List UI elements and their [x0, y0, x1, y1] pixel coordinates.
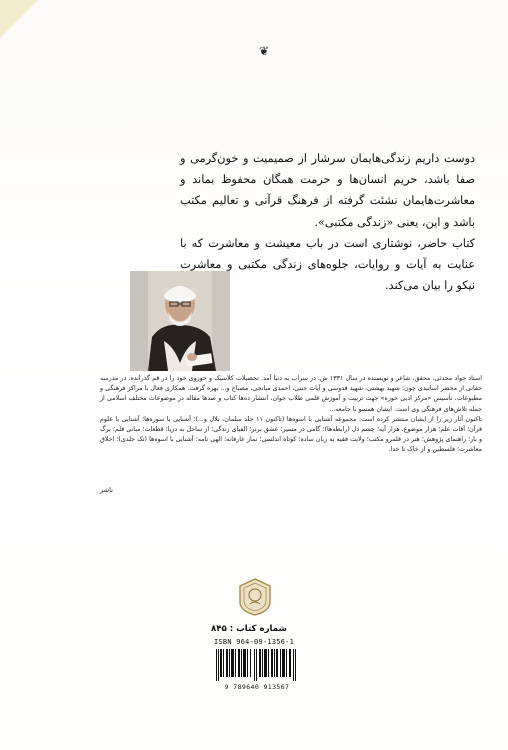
barcode-digits: 9 789640 913567 — [224, 683, 290, 691]
corner-fold — [0, 0, 38, 38]
ornament-icon: ❦ — [259, 44, 270, 58]
intro-paragraph-2: کتاب حاضر، نوشتاری است در باب معیشت و معاشرت که با عنایت به آیات و روایات، جلوه‌های زندگی مکتبی و معاشرت نیکو را بیان می‌کند. — [180, 236, 475, 293]
book-number: شماره کتاب : ۸۴۵ — [211, 624, 287, 634]
intro-paragraph-1: دوست داریم زندگی‌هایمان سرشار از صمیمیت و خون‌گرمی و صفا باشد، حریم انسان‌ها و حرمت همگان محفوظ بماند و معاشرت‌هایمان نشئت گرفته از فرهنگ قرآنی و تعالیم مکتب باشد و این، یعنی «زندگی مکتبی». — [180, 152, 475, 229]
bio-paragraph-1: استاد جواد محدثی، محقق، شاعر و نویسنده در سال ۱۳۳۱ ش. در سراب به دنیا آمد. تحصیلات کلاسیک و حوزوی خود را در قم گذرانده. در مدرسه حقانی از محضر اساتیدی چون: شهید بهشتی، شهید قدوسی و آیات جنتی، احمدی میانجی، مصباح و... بهره گرفت. همکاری فعال با مراکز فرهنگی و مطبوعات، تأسیس «مرکز ادبی حوزه» جهت تربیت و آموزش قلمی طلاب جوان، انتشار ده‌ها کتاب و صدها مقاله در موضوعات مختلف اسلامی از جمله تلاش‌های فرهنگی وی است. ایشان همسو با جامعه... — [100, 375, 482, 413]
author-portrait — [130, 271, 230, 371]
publisher-note: ناشر — [100, 486, 114, 494]
isbn: ISBN 964-09-1356-1 — [214, 638, 295, 646]
publisher-logo-icon — [238, 578, 272, 616]
barcode — [216, 649, 296, 681]
bio-paragraph-2: تاکنون آثار زیر را از ایشان منتشر کرده است: مجموعه آشنایی با اسوه‌ها (تاکنون ۱۱ جلد سلمان، بلال و...)؛ آشنایی با سوره‌ها؛ آشنایی با علوم قرآن؛ آفات علم؛ هزار موضوع، هزار آیه؛ چشم دل (رابطه‌ها)؛ گامی در مسیر؛ عشق برتر؛ الفبای زندگی؛ از ساحل به دریا؛ قطعات؛ مبانی قلم؛ برگ و بار؛ راهنمای پژوهش؛ هنر در قلمرو مکتب؛ ولایت فقیه به زبان ساده؛ کوتاه اندلسی؛ نماز عارفانه؛ الهی نامه؛ آشنایی با اسوه‌ها (تک جلدی)؛ اخلاق معاشرت؛ فلسطین و از خاک تا خدا. — [100, 415, 482, 454]
author-bio — [100, 374, 482, 456]
